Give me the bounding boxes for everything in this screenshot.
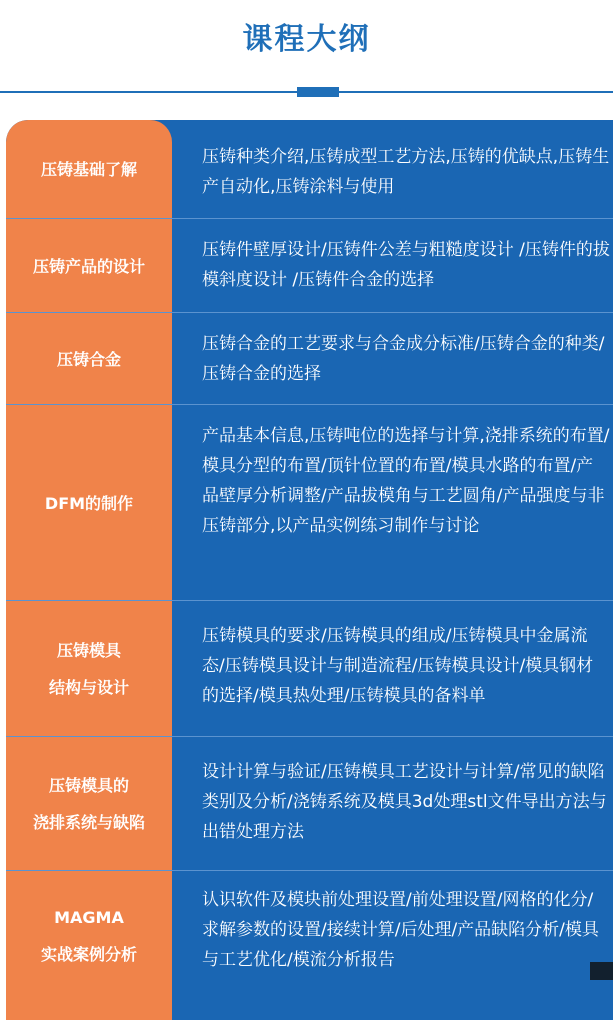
row-category: 压铸模具 结构与设计 (6, 601, 172, 737)
row-description: 压铸种类介绍,压铸成型工艺方法,压铸的优缺点,压铸生产自动化,压铸涂料与使用 (202, 147, 610, 197)
syllabus-row (6, 120, 613, 218)
row-category: MAGMA 实战案例分析 (6, 871, 172, 1020)
syllabus-row (6, 218, 613, 313)
row-category: 压铸合金 (6, 313, 172, 405)
row-category: 压铸基础了解 (6, 120, 172, 218)
syllabus-row (6, 736, 613, 871)
syllabus-row (6, 404, 613, 601)
row-description: 压铸合金的工艺要求与合金成分标准/压铸合金的种类/压铸合金的选择 (202, 334, 605, 384)
row-description: 产品基本信息,压铸吨位的选择与计算,浇排系统的布置/模具分型的布置/顶针位置的布置/模具水路的布置/产品壁厚分析调整/产品拔模角与工艺圆角/产品强度与非压铸部分,以产品实例练习制作与讨论 (202, 426, 610, 536)
title-divider-mark (297, 87, 339, 97)
row-description: 认识软件及模块前处理设置/前处理设置/网格的化分/求解参数的设置/接续计算/后处理/产品缺陷分析/模具与工艺优化/模流分析报告 (202, 890, 599, 970)
page-title: 课程大纲 (242, 22, 371, 57)
syllabus-row (6, 870, 613, 1020)
row-category: DFM的制作 (6, 405, 172, 601)
row-description: 压铸件壁厚设计/压铸件公差与粗糙度设计 /压铸件的拔模斜度设计 /压铸件合金的选择 (202, 240, 610, 290)
syllabus-row (6, 312, 613, 405)
row-description: 压铸模具的要求/压铸模具的组成/压铸模具中金属流态/压铸模具设计与制造流程/压铸模具设计/模具钢材的选择/模具热处理/压铸模具的备料单 (202, 626, 594, 706)
syllabus-table (6, 120, 613, 1020)
row-description: 设计计算与验证/压铸模具工艺设计与计算/常见的缺陷类别及分析/浇铸系统及模具3d处理stl文件导出方法与出错处理方法 (202, 762, 607, 842)
syllabus-row (6, 600, 613, 737)
row-category: 压铸产品的设计 (6, 219, 172, 313)
corner-overlay (590, 962, 613, 980)
row-category: 压铸模具的 浇排系统与缺陷 (6, 737, 172, 871)
